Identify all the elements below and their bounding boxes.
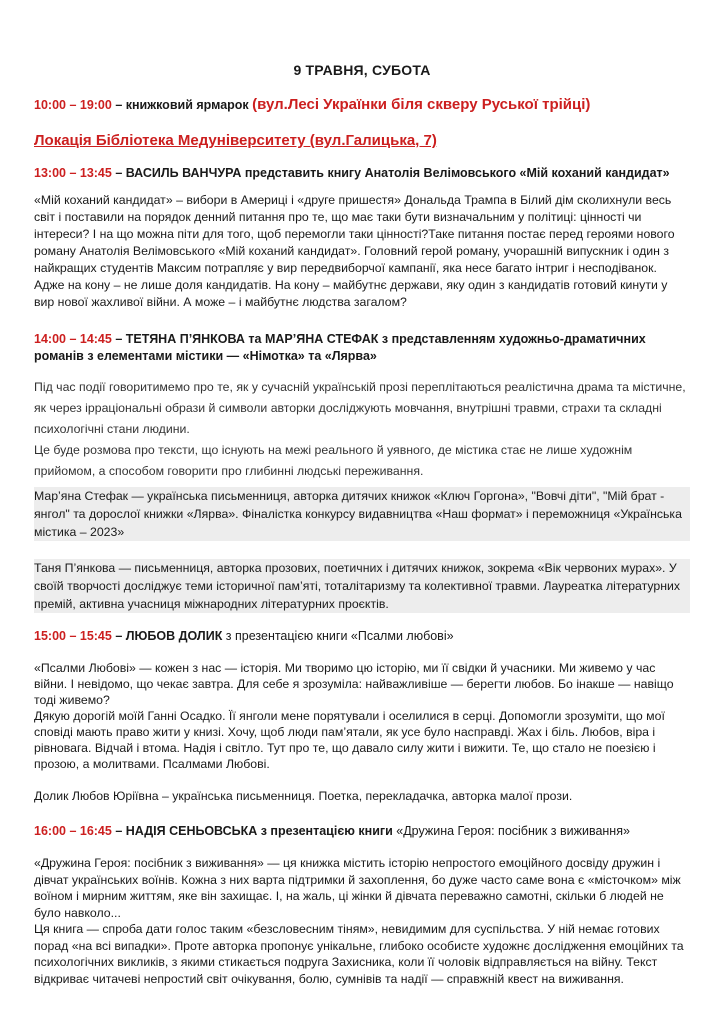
event-2-paragraph: Під час події говоритимемо про те, як у сучасній українській прозі переплітаються реалістична драма та містичне, як через ірраціональні образи й символи авторки досліджують мовчання, внутрішні травми, страхи та складні психологічні стани людини. xyxy=(34,380,686,436)
event-3-time: 15:00 – 15:45 xyxy=(34,629,112,643)
event-1-description xyxy=(34,192,690,311)
event-4-time: 16:00 – 16:45 xyxy=(34,824,112,838)
page-title: 9 ТРАВНЯ, СУБОТА xyxy=(293,62,431,78)
fair-line xyxy=(34,96,694,114)
author-bio-piankova xyxy=(34,559,690,613)
event-3-header xyxy=(34,628,690,645)
event-4-dash: – xyxy=(111,824,126,838)
event-2-paragraph: Це буде розмова про тексти, що існують на межі реального й уявного, де містика стає не лише художнім прийомом, а способом говорити про глибинні людські переживання. xyxy=(34,443,633,478)
event-3-heading-name: ЛЮБОВ ДОЛИК xyxy=(125,629,223,643)
event-2-description xyxy=(34,377,690,482)
event-4-header xyxy=(34,823,690,840)
fair-place: (вул.Лесі Українки біля скверу Руської трійці) xyxy=(252,96,591,113)
event-3-description xyxy=(34,660,690,804)
event-1-paragraph: «Мій коханий кандидат» – вибори в Америці і «друге пришестя» Дональда Трампа в Білий дім сколихнули весь світ і поставили на порядок денний питання про те, що має таки бути визначальним у політиці: цінності чи інтереси? І на що можна піти для того, щоб перемогли таки цінності?Таке питання постає перед героями нового роману Анатолія Велімовського «Мій коханий кандидат». Головний герой роману, учорашній випускник і один з найкращих студентів Максим потрапляє у вир передвиборчої кампанії, яка несе багато інтриг і несподіванок. Адже на кону – не лише доля кандидатів. На кону – майбутнє держави, яку один з кандидатів готовий кинути у вир нової жахливої війни. А може – і майбутнє людства загалом? xyxy=(34,193,675,309)
event-4-description xyxy=(34,855,690,987)
event-2-time: 14:00 – 14:45 xyxy=(34,332,112,346)
event-2-header xyxy=(34,331,690,365)
event-1-header xyxy=(34,165,690,182)
event-3-paragraph: Дякую дорогій моїй Ганні Осадко. Її янголи мене порятували і оселилися в серці. Допомогли зрозуміти, що мої сповіді мають право жити у книзі. Хочу, щоб люди пам’ятали, як усе було насправді. Жах і біль. Любов, віра і рівновага. Відчай і втома. Надія і світло. Тут про те, що давало силу жити і вижити. Те, що стало не поезією і прозою, а молитвами. Псалмами Любові. xyxy=(34,709,665,771)
event-4-paragraph: «Дружина Героя: посібник з виживання» — ця книжка містить історію непростого емоційного досвіду дружин і дівчат українських воїнів. Кожна з них варта підтримки й захоплення, бо дуже часто саме вона є «місточком» між воїном і мирним життям, яке він захищає. І, на жаль, ці жінки й дівчата переважно самотні, скільки б людей не було навколо... xyxy=(34,856,681,920)
event-3-paragraph: «Псалми Любові» — кожен з нас — історія. Ми творимо цю історію, ми її свідки й учасники. Ми живемо у час війни. І невідомо, що чекає завтра. Для себе я зрозуміла: найважливіше — берегти любов. Бо інакше — навіщо тоді живемо? xyxy=(34,661,674,707)
location-heading: Локація Бібліотека Медуніверситету (вул.Галицька, 7) xyxy=(34,132,437,149)
bio-text: Таня П’янкова — письменниця, авторка прозових, поетичних і дитячих книжок, зокрема «Вік червоних мурах». У своїй творчості досліджує теми історичної пам’яті, тоталітаризму та колективної травми. Лауреатка літературних премій, активна учасниця міжнародних літературних проєктів. xyxy=(34,561,681,611)
fair-time: 10:00 – 19:00 xyxy=(34,98,112,112)
author-bio-stefak xyxy=(34,487,690,541)
event-3-heading-rest: з презентацією книги «Псалми любові» xyxy=(222,629,454,643)
event-3-dash: – xyxy=(111,629,126,643)
bio-text: Мар’яна Стефак — українська письменниця, авторка дитячих книжок «Ключ Горгона», "Вовчі діти", "Мій брат - янгол" та дорослої книжки «Лярва». Фіналістка конкурсу видавництва «Наш формат» і переможниця «Українська містика – 2023» xyxy=(34,489,682,539)
event-2-dash: – xyxy=(111,332,126,346)
event-4-heading-name: НАДІЯ СЕНЬОВСЬКА з презентацією книги xyxy=(125,824,393,838)
event-4-heading-rest: «Дружина Героя: посібник з виживання» xyxy=(392,824,630,838)
event-4-paragraph: Ця книга — спроба дати голос таким «безсловесним тіням», невидимим для суспільства. У ній немає готових порад «на всі випадки». Проте авторка пропонує унікальне, глибоко особисте художнє дослідження емоційних та психологічних викликів, з якими стикається подруга Захисника, коли її чоловік відправляється на війну. Текст відкриває читачеві непростий світ очікування, болю, сумнівів та надії — справжній квест на виживання. xyxy=(34,922,684,986)
event-1-dash: – xyxy=(111,166,126,180)
event-1-time: 13:00 – 13:45 xyxy=(34,166,112,180)
event-3-paragraph: Долик Любов Юріївна – українська письменниця. Поетка, перекладачка, авторка малої прози. xyxy=(34,789,573,803)
event-1-heading: ВАСИЛЬ ВАНЧУРА представить книгу Анатолія Велімовського «Мій коханий кандидат» xyxy=(125,166,670,180)
event-2-heading: ТЕТЯНА П’ЯНКОВА та МАР’ЯНА СТЕФАК з представленням художньо-драматичних романів з елементами містики — «Німотка» та «Лярва» xyxy=(34,332,646,363)
fair-label: – книжковий ярмарок xyxy=(111,98,253,112)
